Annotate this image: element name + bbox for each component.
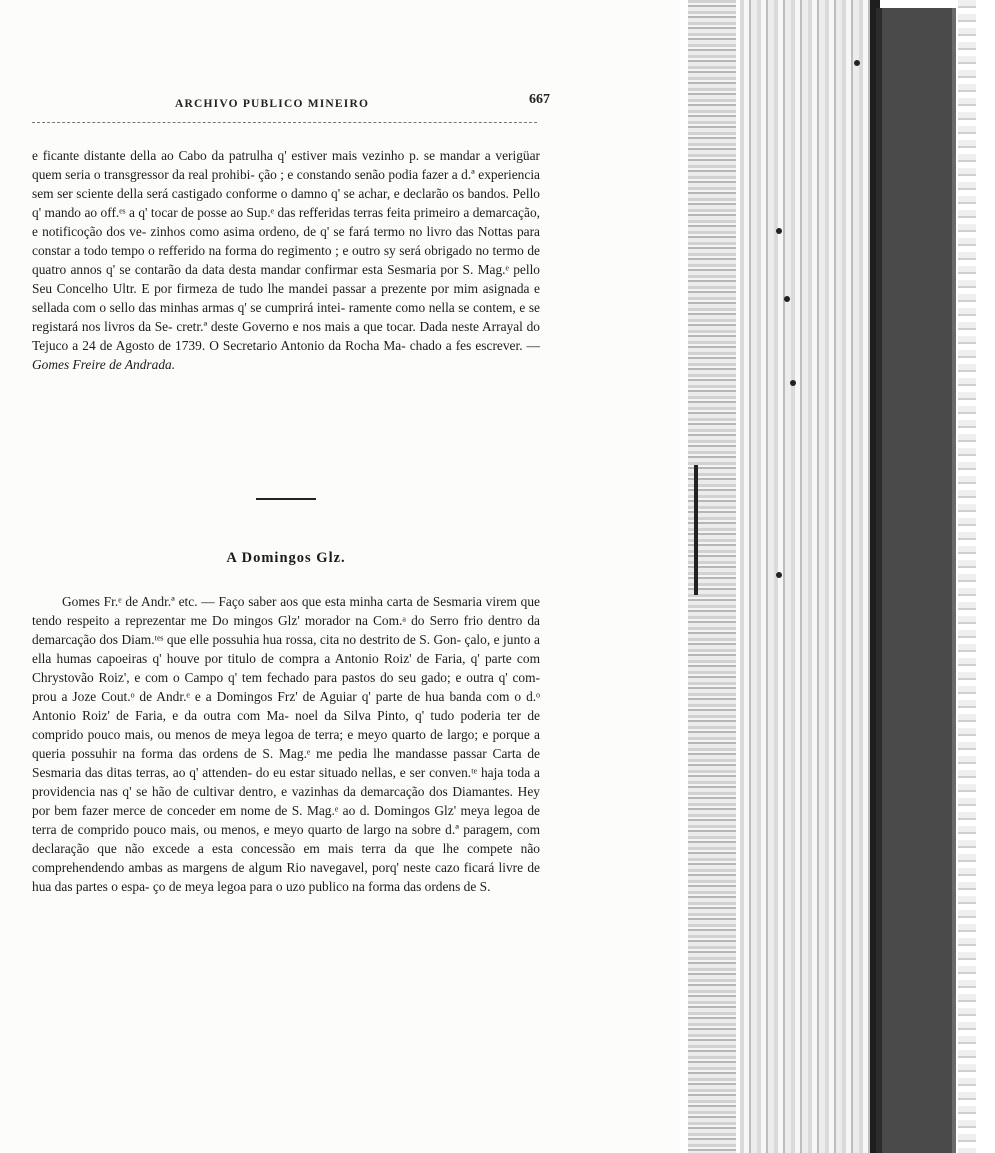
text-line: ço de meya legoa para o uzo publico na forma das ordens de S. [152,879,491,894]
scan-artifact-dot [790,380,796,386]
text-line: Tejuco a 24 de Agosto de 1739. O Secretario Antonio da Rocha Ma- [32,338,410,353]
header-title: ARCHIVO PUBLICO MINEIRO [175,98,370,110]
binding-cover [876,8,956,1153]
text-line: Campo q' tem fechado para pastos do seu gado; e outra q' com- [184,670,540,685]
text-line: sy será obrigado no termo de quatro annos q' se contarão da data [32,243,540,277]
text-line: ramente como nella se contem, e se registará nos livros da Se- [32,300,540,334]
text-line: de hua banda com o d.ᵒ Antonio Roiz' de Faria, e da outra com Ma- [32,689,540,723]
text-line: asignada e sellada com o sello das minhas armas q' se cumprirá intei- [32,281,540,315]
section-title: A Domingos Glz. [226,550,346,566]
text-line: dos Diam.ᵗᵉˢ que elle possuhia hua rossa, cita no destrito de S. Gon- [99,632,465,647]
scanner-margin [958,0,976,1153]
running-header [30,92,550,116]
text-line: della será castigado conforme o damno q' se achar, e declarão os [117,186,468,201]
text-line: mingos Glz' morador na Com.ᵃ do Serro frio dentro da demarcação [32,613,540,647]
scan-artifact-dot [776,572,782,578]
text-line: Mag.ᵉ ao d. Domingos Glz' meya legoa de terra de comprido pouco [32,803,540,837]
text-line: bandos. Pello q' mando ao off.ᵉˢ a q' tocar de posse ao Sup.ᵉ das [32,186,540,220]
text-line: p. se mandar a verigüar quem seria o transgressor da real prohibi- [32,148,541,182]
text-line: mandasse passar Carta de Sesmaria das ditas terras, ao q' attenden- [32,746,541,780]
text-line: nas q' se hão de cultivar dentro, e vazinhas da demarcação dos [99,784,453,799]
paragraph [32,146,540,374]
text-line: e ficante distante della ao Cabo da patrulha q' estiver mais vezinho [32,148,410,163]
text-line: prou a Joze Cout.ᵒ de Andr.ᵉ e a Domingos Frz' de Aguiar q' parte [32,689,408,704]
continued-text-block [32,146,540,374]
text-line: cretr.ª deste Governo e nos mais a que tocar. Dada neste Arrayal do [176,319,540,334]
text-line: declaração que não excede a esta concessão em mais terra da que [32,841,443,856]
section-divider [256,498,316,500]
signature: Gomes Freire de Andrada. [32,357,176,372]
scan-artifact-dot [784,296,790,302]
scan-binding-edge [680,0,995,1153]
text-line: menos de meya legoa de terra; e meyo quarto de largo; e porque [175,727,535,742]
text-line: mais, ou menos, e meyo quarto de largo na sobre d.ª paragem, com [170,822,540,837]
text-line: Diamantes. Hey por bem fazer merce de conceder em nome de S. [32,784,540,818]
page-number: 667 [529,92,550,107]
text-line: do eu estar situado nellas, e ser conven.ᵗᵉ haja toda a providencia [32,765,540,799]
page-stack-texture [740,0,870,1153]
text-line: lhe compete não comprehendendo ambas as margens de algum Rio [32,841,540,875]
text-line: zinhos como asima ordeno, de q' se fará termo no livro das Nottas para [150,224,540,239]
text-line: desta mandar confirmar esta Sesmaria por S. Mag.ᵉ pello Seu Concelho [32,262,540,296]
text-line: çalo, e junto a ella humas capoeiras q' houve por titulo de compra a [32,632,540,666]
scan-artifact-dot [854,60,860,66]
scan-artifact-dot [776,228,782,234]
text-line: noel da Silva Pinto, q' tudo poderia ter de comprido pouco mais, ou [32,708,540,742]
sesmaria-text-block [32,592,540,896]
text-line: Gomes Fr.ᵉ de Andr.ª etc. — Faço saber aos que esta minha [62,594,387,609]
text-line: constar a todo tempo o refferido na forma do regimento ; e outro [32,243,384,258]
paragraph [32,592,540,896]
text-line: Ultr. E por firmeza de tudo lhe mandei passar a prezente por mim [112,281,483,296]
header-rule [32,122,537,123]
text-line: Antonio Roiz' de Faria, q' parte com Chrystovão Roiz', e com o [32,651,540,685]
text-line: ção ; e constando senão podia fazer a d.ª experiencia sem ser sciente [32,167,540,201]
text-line: carta de Sesmaria virem que tendo respeito a reprezentar me Do [32,594,540,628]
text-line: a queria possuhir na forma das ordens de S. Mag.ᵉ me pedia lhe [32,727,540,761]
text-line: chado a fes escrever. — [409,338,540,353]
text-line: refferidas terras feita primeiro a demarcação, e notificoção dos ve- [32,205,540,239]
scan-artifact-bar [694,465,698,595]
text-line: navegavel, porq' neste cazo ficará livre de hua das partes o espa- [32,860,540,894]
